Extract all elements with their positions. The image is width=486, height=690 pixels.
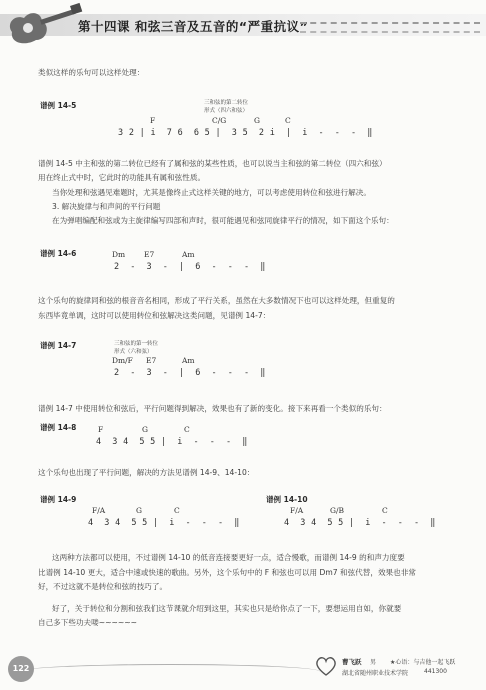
example-note: 形式（四六和弦） bbox=[204, 108, 249, 114]
chord-label: G bbox=[142, 425, 148, 434]
body-text: 当你处理和弦遇见难题时，尤其是像终止式这样关键的地方，可以考虑使用转位和弦进行解决。 bbox=[52, 188, 371, 197]
header-dash bbox=[300, 22, 480, 24]
chord-label: Dm bbox=[112, 250, 126, 259]
body-text: 这个乐句也出现了平行问题，解决的方法见谱例 14-9、14-10： bbox=[38, 468, 255, 477]
body-text: 这两种方法都可以使用，不过谱例 14-10 的低音连接要更好一点，适合慢歌，而谱例 14-9 的和声力度要 bbox=[52, 553, 405, 562]
notation-line: 4 3 4 5 5 | i - - - ‖ bbox=[96, 437, 248, 447]
body-text: 这个乐句的旋律同和弦的根音音名相同，形成了平行关系，虽然在大多数情况下也可以这样处理，但重复的 bbox=[38, 296, 395, 305]
section-heading: 3. 解决旋律与和声间的平行问题 bbox=[52, 202, 161, 211]
page-header bbox=[0, 0, 486, 50]
notation-line: 2 - 3 - | 6 - - - ‖ bbox=[114, 262, 266, 272]
footer-divider bbox=[20, 664, 320, 679]
example-label: 谱例 14-10 bbox=[266, 495, 308, 504]
example-label: 谱例 14-7 bbox=[40, 341, 77, 350]
header-title: 第十四课 和弦三音及五音的“严重抗议” bbox=[78, 19, 309, 34]
example-label: 谱例 14-6 bbox=[40, 249, 77, 258]
guitar-icon bbox=[4, 2, 84, 48]
notation-line: 4 3 4 5 5 | i - - - ‖ bbox=[284, 518, 436, 528]
body-text: 用在终止式中时，它此时的功能具有属和弦性质。 bbox=[38, 173, 206, 182]
example-label: 谱例 14-8 bbox=[40, 423, 77, 432]
notation-line: 4 3 4 5 5 | i - - - ‖ bbox=[88, 518, 240, 528]
chord-label: F/A bbox=[290, 506, 304, 515]
chord-label: F bbox=[150, 116, 156, 125]
body-text: 谱例 14-5 中主和弦的第二转位已经有了属和弦的某些性质，也可以说当主和弦的第二转位（四六和弦） bbox=[38, 159, 387, 168]
chord-label: Dm/F bbox=[112, 356, 133, 365]
body-text: 比谱例 14-10 更大，适合中速或快速的歌曲。另外，这个乐句中的 F 和弦也可以用 Dm7 和弦代替，效果也非常 bbox=[38, 568, 416, 577]
author-gender: 男 bbox=[370, 659, 377, 666]
notation-line: 3 2 | i 7 6 6 5 | 3 5 2 i | i - - - ‖ bbox=[118, 128, 373, 138]
example-label: 谱例 14-5 bbox=[40, 101, 77, 110]
body-text: 好了，关于转位和分割和弦我们这节课就介绍到这里，其实也只是给你点了一下，要想运用自如，你就要 bbox=[52, 604, 402, 613]
chord-label: G bbox=[254, 116, 260, 125]
body-text: 自己多下些功夫喽~~~~~~ bbox=[38, 618, 137, 627]
example-note: 三和弦的第一转位 bbox=[114, 341, 159, 347]
author-quote: ★心语：与吉他一起飞跃 bbox=[390, 659, 456, 666]
notation-line: 2 - 3 - | 6 - - - ‖ bbox=[114, 368, 266, 378]
chord-label: C bbox=[382, 506, 388, 515]
body-text: 好，不过这就不是转位和弦的技巧了。 bbox=[38, 582, 168, 591]
chord-label: F/A bbox=[92, 506, 106, 515]
author-name: 曹飞跃 bbox=[342, 658, 362, 666]
chord-label: Am bbox=[182, 250, 195, 259]
chord-label: G/B bbox=[330, 506, 345, 515]
header-dash bbox=[300, 31, 480, 33]
page-number: 122 bbox=[8, 656, 34, 682]
example-note: 形式（六和弦） bbox=[114, 349, 153, 355]
author-zip: 441300 bbox=[424, 668, 447, 675]
body-text: 谱例 14-7 中使用转位和弦后，平行问题得到解决，效果也有了新的变化。接下来再看一个类似的乐句： bbox=[38, 404, 387, 413]
chord-label: C/G bbox=[212, 116, 227, 125]
intro-text: 类似这样的乐句可以这样处理： bbox=[38, 68, 145, 77]
heart-icon bbox=[314, 654, 338, 678]
body-text: 东西毕竟单调，这时可以使用转位和弦解决这类问题，见谱例 14-7： bbox=[38, 311, 271, 320]
chord-label: C bbox=[285, 116, 291, 125]
chord-label: E7 bbox=[144, 250, 155, 259]
chord-label: E7 bbox=[146, 356, 157, 365]
body-text: 在为弹唱编配和弦或为主旋律编写四部和声时，很可能遇见和弦同旋律平行的情况，如下面这个乐句： bbox=[52, 216, 394, 225]
chord-label: G bbox=[136, 506, 142, 515]
chord-label: C bbox=[184, 425, 190, 434]
chord-label: F bbox=[98, 425, 104, 434]
author-school: 湖北省随州职业技术学院 bbox=[342, 670, 409, 677]
example-label: 谱例 14-9 bbox=[40, 495, 77, 504]
example-note: 三和弦的第二转位 bbox=[204, 100, 249, 106]
chord-label: C bbox=[174, 506, 180, 515]
chord-label: Am bbox=[182, 356, 195, 365]
